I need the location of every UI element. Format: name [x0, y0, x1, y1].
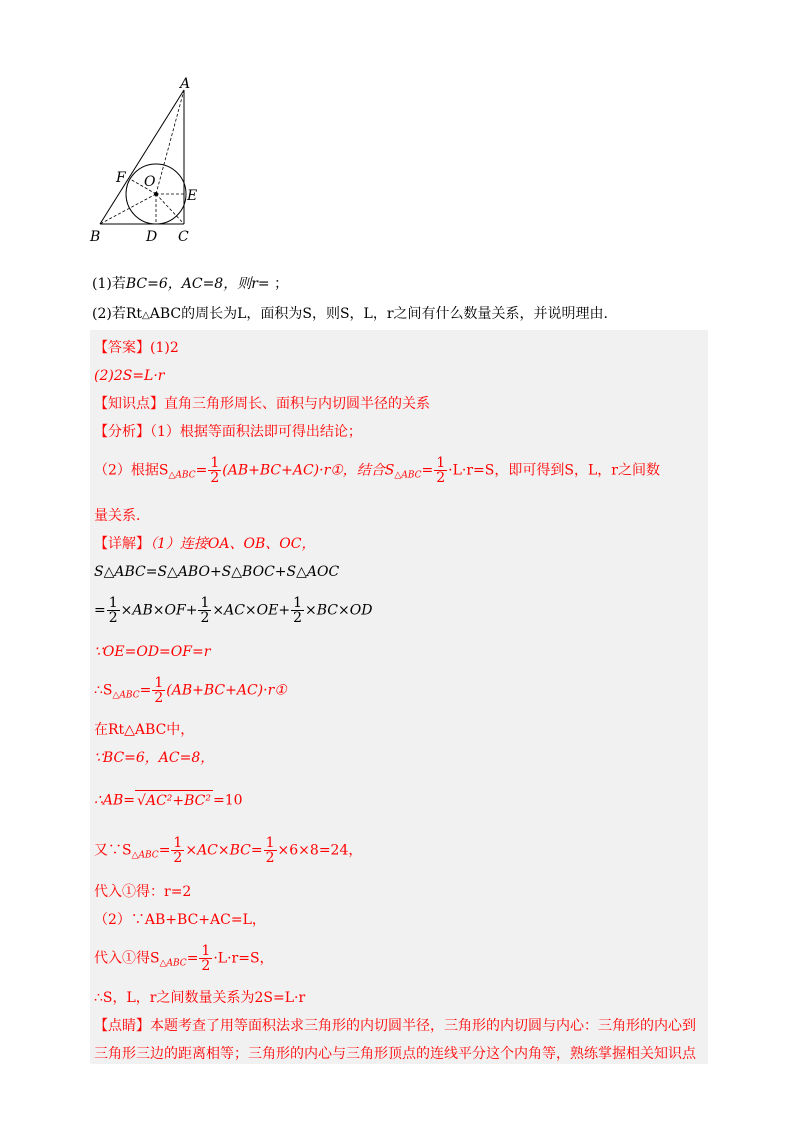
sub-abc: △ABC: [131, 850, 159, 861]
detail-9b: ×AC×BC=: [185, 842, 263, 859]
frac-num: 1: [265, 835, 275, 851]
detail-9: 又$\because S_{\triangle ABC}=$ $\frac{1}{2}$ ×AC×BC= $\frac{1}{2}$ ×6×8=24，: [94, 835, 363, 866]
detail-10: 代入①得：r=2: [94, 884, 192, 900]
detail-9c: ×6×8=24，: [277, 842, 363, 859]
detail-3b: ×AB×OF+: [120, 602, 198, 619]
analysis-2c: ·L·r=S，即可得到S，L，r之间数: [448, 462, 660, 479]
knowledge-line: [94, 394, 430, 414]
segment-oa: [156, 90, 184, 194]
analysis-3: 量关系．: [94, 508, 150, 524]
answer-1: (1)2: [150, 340, 179, 356]
label-a: A: [180, 76, 191, 92]
fraction-half: [198, 596, 211, 625]
segment-oc: [156, 194, 184, 224]
analysis-label: 【分析】: [94, 424, 150, 440]
frac-den: 2: [293, 610, 302, 626]
knowledge-label: 【知识点】: [94, 396, 164, 412]
detail-11: （2）∵AB+BC+AC=L，: [94, 912, 266, 928]
fraction-half: [434, 456, 447, 485]
detail-9a: 又∵S: [94, 842, 132, 859]
q2-rest: ABC的周长为L，面积为S，则S，L，r之间有什么数量关系，并说明理由.: [149, 306, 608, 322]
knowledge-text: 直角三角形周长、面积与内切圆半径的关系: [164, 396, 430, 412]
sub-abc: △ABC: [112, 690, 140, 701]
detail-8a: ∴AB=: [94, 792, 136, 809]
answer-label: 【答案】: [94, 340, 150, 356]
comment-label: 【点睛】: [94, 1018, 150, 1034]
fraction-half: [264, 836, 277, 865]
answer-line: [94, 338, 179, 358]
sqrt-expression: √AC²+BC²: [135, 790, 213, 811]
frac-num: 1: [200, 595, 210, 611]
frac-den: 2: [210, 470, 220, 486]
detail-3: [94, 596, 372, 625]
detail-5b: (AB+BC+AC)·r①: [166, 682, 287, 699]
comment-text: 本题考查了用等面积法求三角形的内切圆半径，三角形的内切圆与内心：三角形的内心到三角形三边的距离相等；三角形的内心与三角形顶点的连线平分这个内角等，熟练掌握相关知识点: [94, 1018, 696, 1062]
analysis-line-1: [94, 422, 362, 442]
frac-num: 1: [293, 595, 302, 611]
label-b: B: [90, 229, 101, 245]
detail-4: ∵OE=OD=OF=r: [94, 644, 211, 660]
frac-num: 1: [210, 455, 220, 471]
comment-paragraph: [94, 1012, 704, 1068]
question-2: [92, 304, 608, 326]
analysis-2a: （2）根据S: [94, 462, 169, 479]
detail-12a: 代入①得S: [94, 950, 160, 967]
frac-den: 2: [265, 850, 275, 866]
analysis-line-2: （2）根据$S_{\triangle ABC}=$ $\frac{1}{2}$ (AB+BC+AC)·r①，结合$S_{\triangle ABC}=$ $\frac{1}{2}$ ·L·r=S，即可得到S，L，r之间数: [94, 455, 660, 486]
detail-3c: ×AC×OE+: [212, 602, 291, 619]
label-e: E: [187, 188, 198, 204]
center-point: [154, 192, 158, 196]
incircle-diagram: [88, 74, 228, 254]
q2-prefix: (2)若Rt: [92, 306, 142, 322]
frac-den: 2: [108, 610, 118, 626]
frac-den: 2: [154, 690, 164, 706]
question-1: [92, 274, 288, 294]
frac-num: 1: [201, 943, 211, 959]
frac-den: 2: [201, 958, 211, 974]
detail-2: S△ABC=S△ABO+S△BOC+S△AOC: [94, 564, 340, 580]
detail-12b: ·L·r=S，: [213, 950, 274, 967]
label-f: F: [116, 170, 126, 186]
frac-num: 1: [154, 675, 164, 691]
detail-8: [94, 790, 243, 811]
sub-abc: △ABC: [394, 470, 422, 481]
triangle-symbol: △: [142, 310, 150, 321]
triangle-figure: [88, 74, 228, 254]
label-c: C: [178, 229, 189, 245]
fraction-half: [171, 836, 184, 865]
detail-7: ∵BC=6，AC=8，: [94, 750, 215, 766]
side-ab: [100, 90, 184, 224]
detail-6: 在Rt△ABC中，: [94, 722, 195, 738]
frac-num: 1: [173, 835, 183, 851]
detail-1: （1）连接OA、OB、OC，: [150, 536, 316, 552]
fraction-half: [199, 944, 212, 973]
analysis-1: （1）根据等面积法即可得出结论；: [150, 424, 362, 440]
detail-label: 【详解】: [94, 536, 150, 552]
segment-ob: [100, 194, 156, 224]
q1-math: BC=6，AC=8，则r=: [125, 276, 270, 292]
sub-abc: △ABC: [168, 470, 196, 481]
detail-5: $\therefore S_{\triangle ABC}=$ $\frac{1}{2}$ (AB+BC+AC)·r①: [94, 675, 287, 706]
answer-2: (2)2S=L·r: [94, 368, 165, 384]
detail-3d: ×BC×OD: [305, 602, 373, 619]
detail-8b: =10: [213, 792, 243, 809]
detail-3a: =: [94, 602, 106, 619]
q1-prefix: (1)若: [92, 276, 126, 292]
solution-panel: [90, 330, 708, 1064]
frac-den: 2: [436, 470, 446, 486]
fraction-half: [152, 676, 165, 705]
analysis-2b: (AB+BC+AC)·r①，结合S: [222, 462, 395, 479]
fraction-half: [208, 456, 221, 485]
detail-line-1: [94, 534, 315, 554]
detail-12: 代入①得$S_{\triangle ABC}=$ $\frac{1}{2}$ ·L·r=S，: [94, 943, 274, 974]
frac-num: 1: [108, 595, 118, 611]
sqrt-radicand: AC²+BC²: [145, 793, 212, 809]
label-o: O: [144, 174, 156, 190]
frac-num: 1: [436, 455, 446, 471]
fraction-half: [291, 596, 304, 625]
sub-abc: △ABC: [159, 958, 187, 969]
frac-den: 2: [173, 850, 183, 866]
label-d: D: [146, 229, 158, 245]
q1-blank: ；: [269, 276, 289, 292]
detail-5a: ∴S: [94, 682, 113, 699]
detail-13: ∴S，L，r之间数量关系为2S=L·r: [94, 990, 306, 1006]
frac-den: 2: [200, 610, 210, 626]
fraction-half: [107, 596, 120, 625]
